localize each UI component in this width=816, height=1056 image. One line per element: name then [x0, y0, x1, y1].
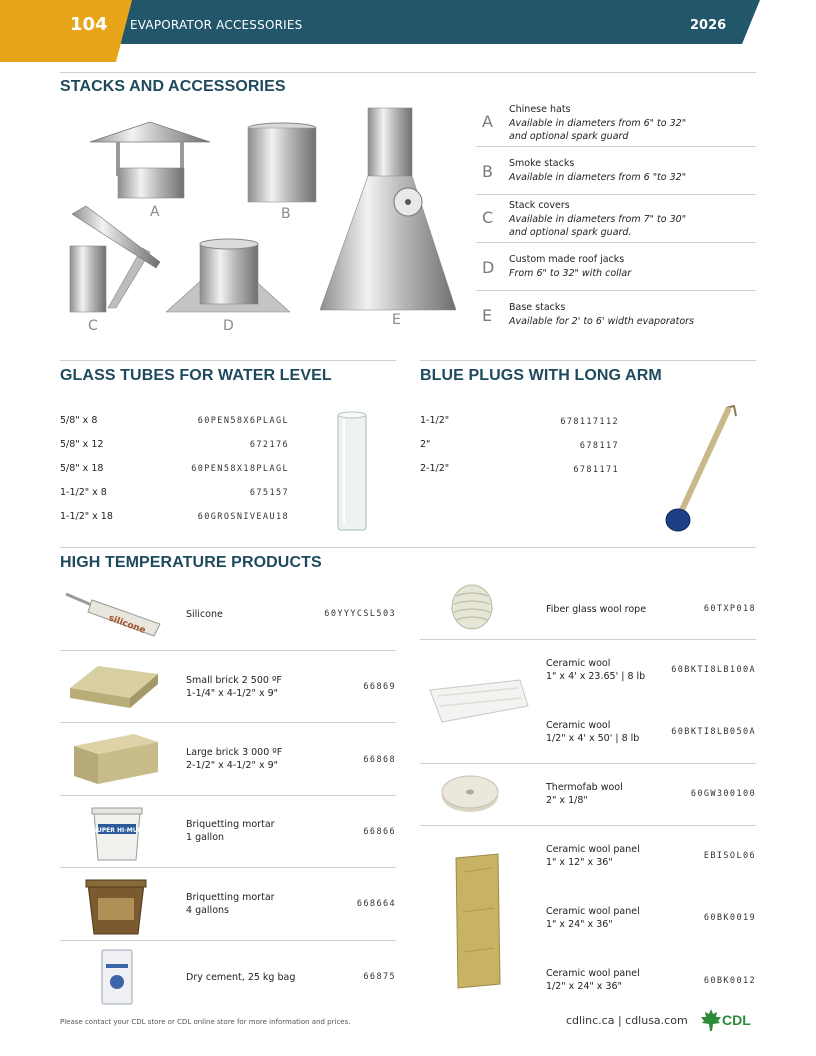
- divider: [60, 72, 756, 73]
- tube-code: 60PEN58X18PLAGL: [191, 464, 289, 474]
- divider: [60, 795, 396, 796]
- product-code: 60TXP018: [703, 604, 756, 614]
- item-name: Base stacks: [509, 302, 566, 313]
- product-code: 66868: [363, 755, 396, 765]
- image-letter-e: E: [392, 312, 401, 328]
- divider: [60, 867, 396, 868]
- item-letter: E: [482, 306, 493, 325]
- label-line-1: Ceramic wool panel: [546, 968, 640, 979]
- divider: [60, 650, 396, 651]
- stack-item-a: [476, 104, 756, 146]
- product-code: 66866: [363, 827, 396, 837]
- divider: [420, 825, 756, 826]
- label-line-1: Silicone: [186, 609, 223, 620]
- stack-item-d: [476, 254, 756, 290]
- desc-line-1: Available in diameters from 6" to 32": [509, 118, 687, 129]
- label-line-2: 1/2" x 4' x 50' | 8 lb: [546, 733, 640, 744]
- blue-plug-image: [662, 404, 742, 536]
- glass-tube-row: [60, 463, 103, 474]
- tube-size: 1-1/2" x 8: [60, 487, 107, 498]
- glass-tube-row: [60, 487, 107, 498]
- divider: [60, 722, 396, 723]
- plug-size: 2-1/2": [420, 463, 450, 474]
- glass-tube-image: [334, 410, 370, 534]
- label-line-1: Thermofab wool: [546, 782, 623, 793]
- label-line-2: 2-1/2" x 4-1/2" x 9": [186, 760, 278, 771]
- tube-code: 60GROSNIVEAU18: [197, 512, 289, 522]
- divider: [476, 242, 756, 243]
- product-label: [546, 657, 645, 683]
- label-line-1: Dry cement, 25 kg bag: [186, 972, 296, 983]
- stack-item-c: [476, 200, 756, 242]
- tube-size: 1-1/2" x 18: [60, 511, 113, 522]
- product-code: 60BK0012: [703, 976, 756, 986]
- page-header: [0, 0, 816, 62]
- label-line-2: 1-1/4" x 4-1/2" x 9": [186, 688, 278, 699]
- catalog-year: 2026: [690, 18, 727, 33]
- label-line-1: Ceramic wool: [546, 658, 611, 669]
- website-links[interactable]: cdlinc.ca | cdlusa.com: [566, 1014, 688, 1027]
- thermofab-wool-image: [440, 774, 500, 814]
- product-code: 60GW300100: [690, 789, 756, 799]
- divider: [476, 194, 756, 195]
- divider: [476, 290, 756, 291]
- label-line-1: Large brick 3 000 ºF: [186, 747, 283, 758]
- product-label: [186, 818, 275, 844]
- label-line-2: 1 gallon: [186, 832, 225, 843]
- cement-bag-image: [100, 948, 134, 1006]
- desc-line-2: and optional spark guard.: [509, 227, 632, 238]
- item-desc: From 6" to 32" with collar: [509, 268, 632, 279]
- cdl-logo-text: CDL: [722, 1012, 751, 1028]
- image-letter-d: D: [223, 318, 234, 334]
- glass-tube-row: [60, 415, 97, 426]
- divider: [60, 940, 396, 941]
- item-name: Smoke stacks: [509, 158, 575, 169]
- product-code: 66869: [363, 682, 396, 692]
- label-line-1: Small brick 2 500 ºF: [186, 675, 282, 686]
- tube-code: 672176: [249, 440, 289, 450]
- item-letter: C: [482, 208, 494, 227]
- product-code: 60YYYCSL503: [324, 609, 396, 619]
- ceramic-wool-image: [424, 676, 530, 724]
- stack-item-e: [476, 302, 756, 338]
- item-name: Stack covers: [509, 200, 570, 211]
- label-line-1: Briquetting mortar: [186, 892, 275, 903]
- stacks-heading: STACKS AND ACCESSORIES: [60, 78, 286, 95]
- product-code: 60BKTI8LB100A: [671, 665, 756, 675]
- label-line-2: 1" x 12" x 36": [546, 857, 613, 868]
- base-stack-image: [318, 106, 458, 314]
- silicone-tube-image: [64, 590, 162, 638]
- product-label: [546, 781, 623, 807]
- small-brick-image: [68, 662, 160, 712]
- high-temp-heading: HIGH TEMPERATURE PRODUCTS: [60, 554, 322, 571]
- wool-rope-image: [448, 582, 496, 632]
- label-line-1: Ceramic wool panel: [546, 844, 640, 855]
- product-label: [186, 674, 282, 700]
- label-line-2: 1" x 24" x 36": [546, 919, 613, 930]
- plug-code: 678117112: [560, 417, 619, 427]
- product-code: 66875: [363, 972, 396, 982]
- plug-size: 2": [420, 439, 431, 450]
- smoke-stack-image: [246, 122, 318, 204]
- plug-code: 6781171: [573, 465, 619, 475]
- product-code: EBISOL06: [703, 851, 756, 861]
- mortar-label-text: SUPER HI-MUL: [92, 827, 142, 834]
- footer-note: Please contact your CDL store or CDL online store for more information and prices.: [60, 1018, 351, 1026]
- mortar-pail-image: [90, 804, 144, 862]
- divider: [420, 639, 756, 640]
- product-label: [546, 843, 640, 869]
- ceramic-wool-panel-image: [454, 852, 502, 990]
- glass-tube-row: [60, 511, 113, 522]
- glass-tube-row: [60, 439, 103, 450]
- stack-item-b: [476, 158, 756, 194]
- label-line-1: Ceramic wool: [546, 720, 611, 731]
- mortar-bucket-image: [84, 876, 148, 936]
- label-line-2: 4 gallons: [186, 905, 229, 916]
- product-label: [546, 603, 646, 616]
- large-brick-image: [72, 732, 160, 786]
- tube-size: 5/8" x 8: [60, 415, 98, 426]
- plug-size: 1-1/2": [420, 415, 450, 426]
- divider: [60, 360, 396, 361]
- section-title: EVAPORATOR ACCESSORIES: [130, 18, 303, 32]
- label-line-2: 2" x 1/8": [546, 795, 588, 806]
- blue-plugs-heading: BLUE PLUGS WITH LONG ARM: [420, 367, 662, 384]
- product-label: [186, 746, 282, 772]
- product-label: [186, 891, 275, 917]
- item-desc: [509, 213, 749, 239]
- product-code: 60BKTI8LB050A: [671, 727, 756, 737]
- chinese-hat-image: [88, 118, 212, 202]
- plug-code: 678117: [579, 441, 619, 451]
- product-code: 668664: [356, 899, 396, 909]
- item-letter: D: [482, 258, 495, 277]
- label-line-1: Briquetting mortar: [186, 819, 275, 830]
- maple-leaf-icon: [700, 1008, 722, 1032]
- tube-code: 60PEN58X6PLAGL: [197, 416, 289, 426]
- item-name: Custom made roof jacks: [509, 254, 625, 265]
- image-letter-a: A: [150, 204, 160, 220]
- label-line-2: 1/2" x 24" x 36": [546, 981, 622, 992]
- item-name: Chinese hats: [509, 104, 571, 115]
- label-line-1: Ceramic wool panel: [546, 906, 640, 917]
- tube-size: 5/8" x 12: [60, 439, 104, 450]
- image-letter-b: B: [281, 206, 291, 222]
- stack-cover-image: [68, 204, 162, 314]
- product-label: [186, 971, 295, 984]
- glass-tubes-heading: GLASS TUBES FOR WATER LEVEL: [60, 367, 332, 384]
- desc-line-1: Available in diameters from 7" to 30": [509, 214, 687, 225]
- divider: [476, 146, 756, 147]
- tube-size: 5/8" x 18: [60, 463, 104, 474]
- image-letter-c: C: [88, 318, 98, 334]
- item-letter: A: [482, 112, 493, 131]
- item-desc: Available in diameters from 6 "to 32": [509, 172, 687, 183]
- product-code: 60BK0019: [703, 913, 756, 923]
- product-label: [546, 967, 640, 993]
- item-letter: B: [482, 162, 493, 181]
- silicone-tube-text: silicone: [106, 613, 147, 637]
- product-label: [546, 905, 640, 931]
- tube-code: 675157: [249, 488, 289, 498]
- item-desc: [509, 117, 749, 143]
- desc-line-2: and optional spark guard: [509, 131, 629, 142]
- product-label: [186, 608, 223, 621]
- divider: [420, 763, 756, 764]
- product-label: [546, 719, 639, 745]
- divider: [420, 360, 756, 361]
- page-number: 104: [70, 14, 108, 35]
- roof-jack-image: [166, 236, 290, 314]
- item-desc: Available for 2' to 6' width evaporators: [509, 316, 695, 327]
- label-line-2: 1" x 4' x 23.65' | 8 lb: [546, 671, 646, 682]
- label-line-1: Fiber glass wool rope: [546, 604, 647, 615]
- divider: [60, 547, 756, 548]
